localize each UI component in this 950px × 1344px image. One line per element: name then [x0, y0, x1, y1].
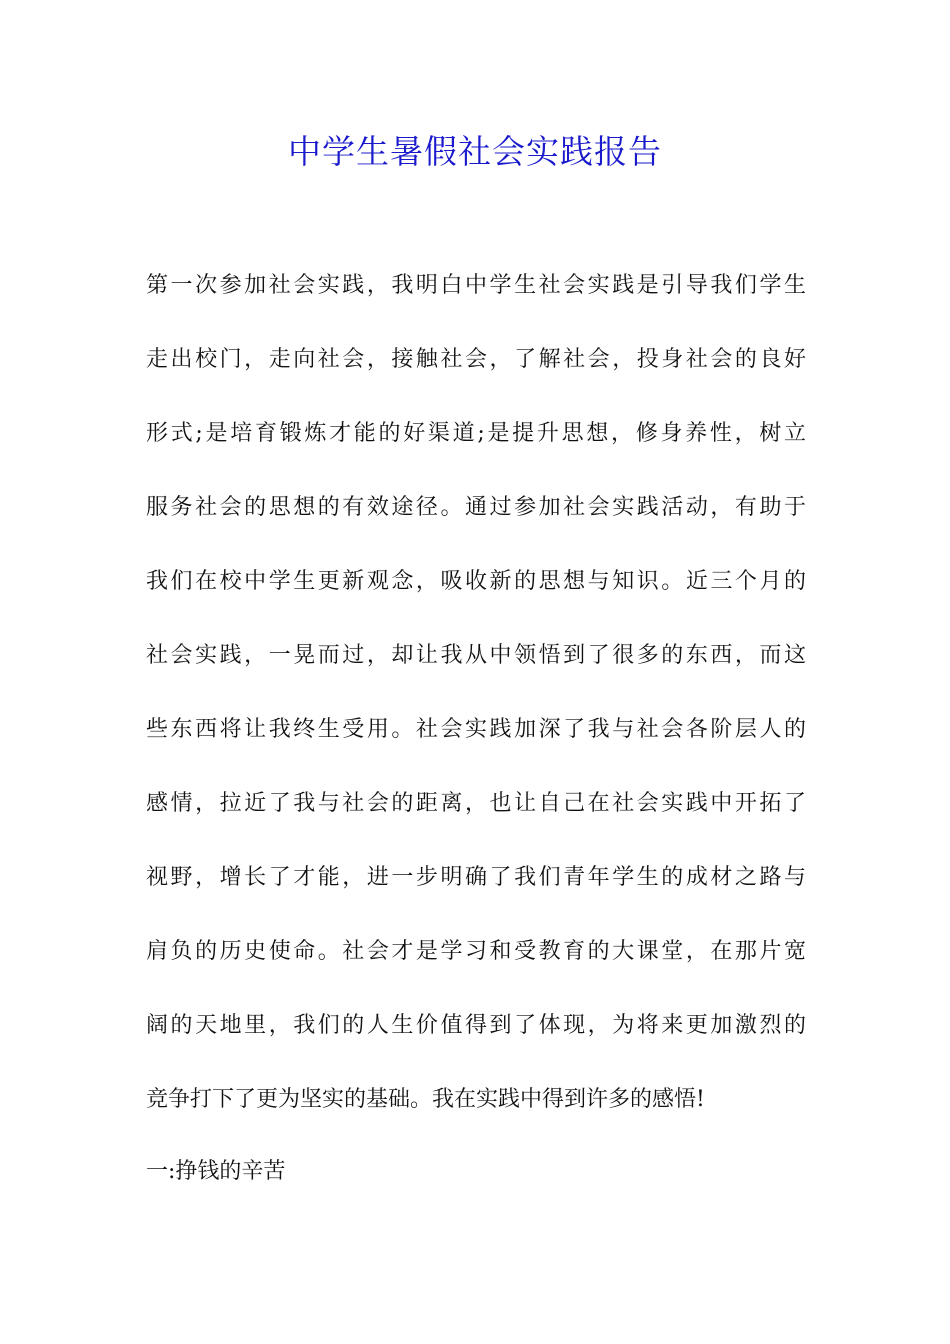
paragraph-line: 感情，拉近了我与社会的距离，也让自己在社会实践中开拓了	[146, 791, 806, 816]
paragraph-line: 阔的天地里，我们的人生价值得到了体现，为将来更加激烈的	[146, 1013, 806, 1038]
paragraph-line: 形式;是培育锻炼才能的好渠道;是提升思想，修身养性，树立	[146, 421, 806, 446]
paragraph-line: 第一次参加社会实践，我明白中学生社会实践是引导我们学生	[146, 273, 806, 298]
section-heading: 一:挣钱的辛苦	[146, 1159, 286, 1184]
paragraph-line: 些东西将让我终生受用。社会实践加深了我与社会各阶层人的	[146, 717, 806, 742]
paragraph-line: 社会实践，一晃而过，却让我从中领悟到了很多的东西，而这	[146, 643, 806, 668]
paragraph-line: 肩负的历史使命。社会才是学习和受教育的大课堂，在那片宽	[146, 939, 806, 964]
paragraph-line-last: 竞争打下了更为坚实的基础。我在实践中得到许多的感悟!	[146, 1087, 705, 1112]
paragraph-line: 我们在校中学生更新观念，吸收新的思想与知识。近三个月的	[146, 569, 806, 594]
paragraph-line: 服务社会的思想的有效途径。通过参加社会实践活动，有助于	[146, 495, 806, 520]
paragraph-line: 走出校门，走向社会，接触社会，了解社会，投身社会的良好	[146, 347, 806, 372]
document-title: 中学生暑假社会实践报告	[288, 132, 662, 171]
paragraph-line: 视野，增长了才能，进一步明确了我们青年学生的成材之路与	[146, 865, 806, 890]
